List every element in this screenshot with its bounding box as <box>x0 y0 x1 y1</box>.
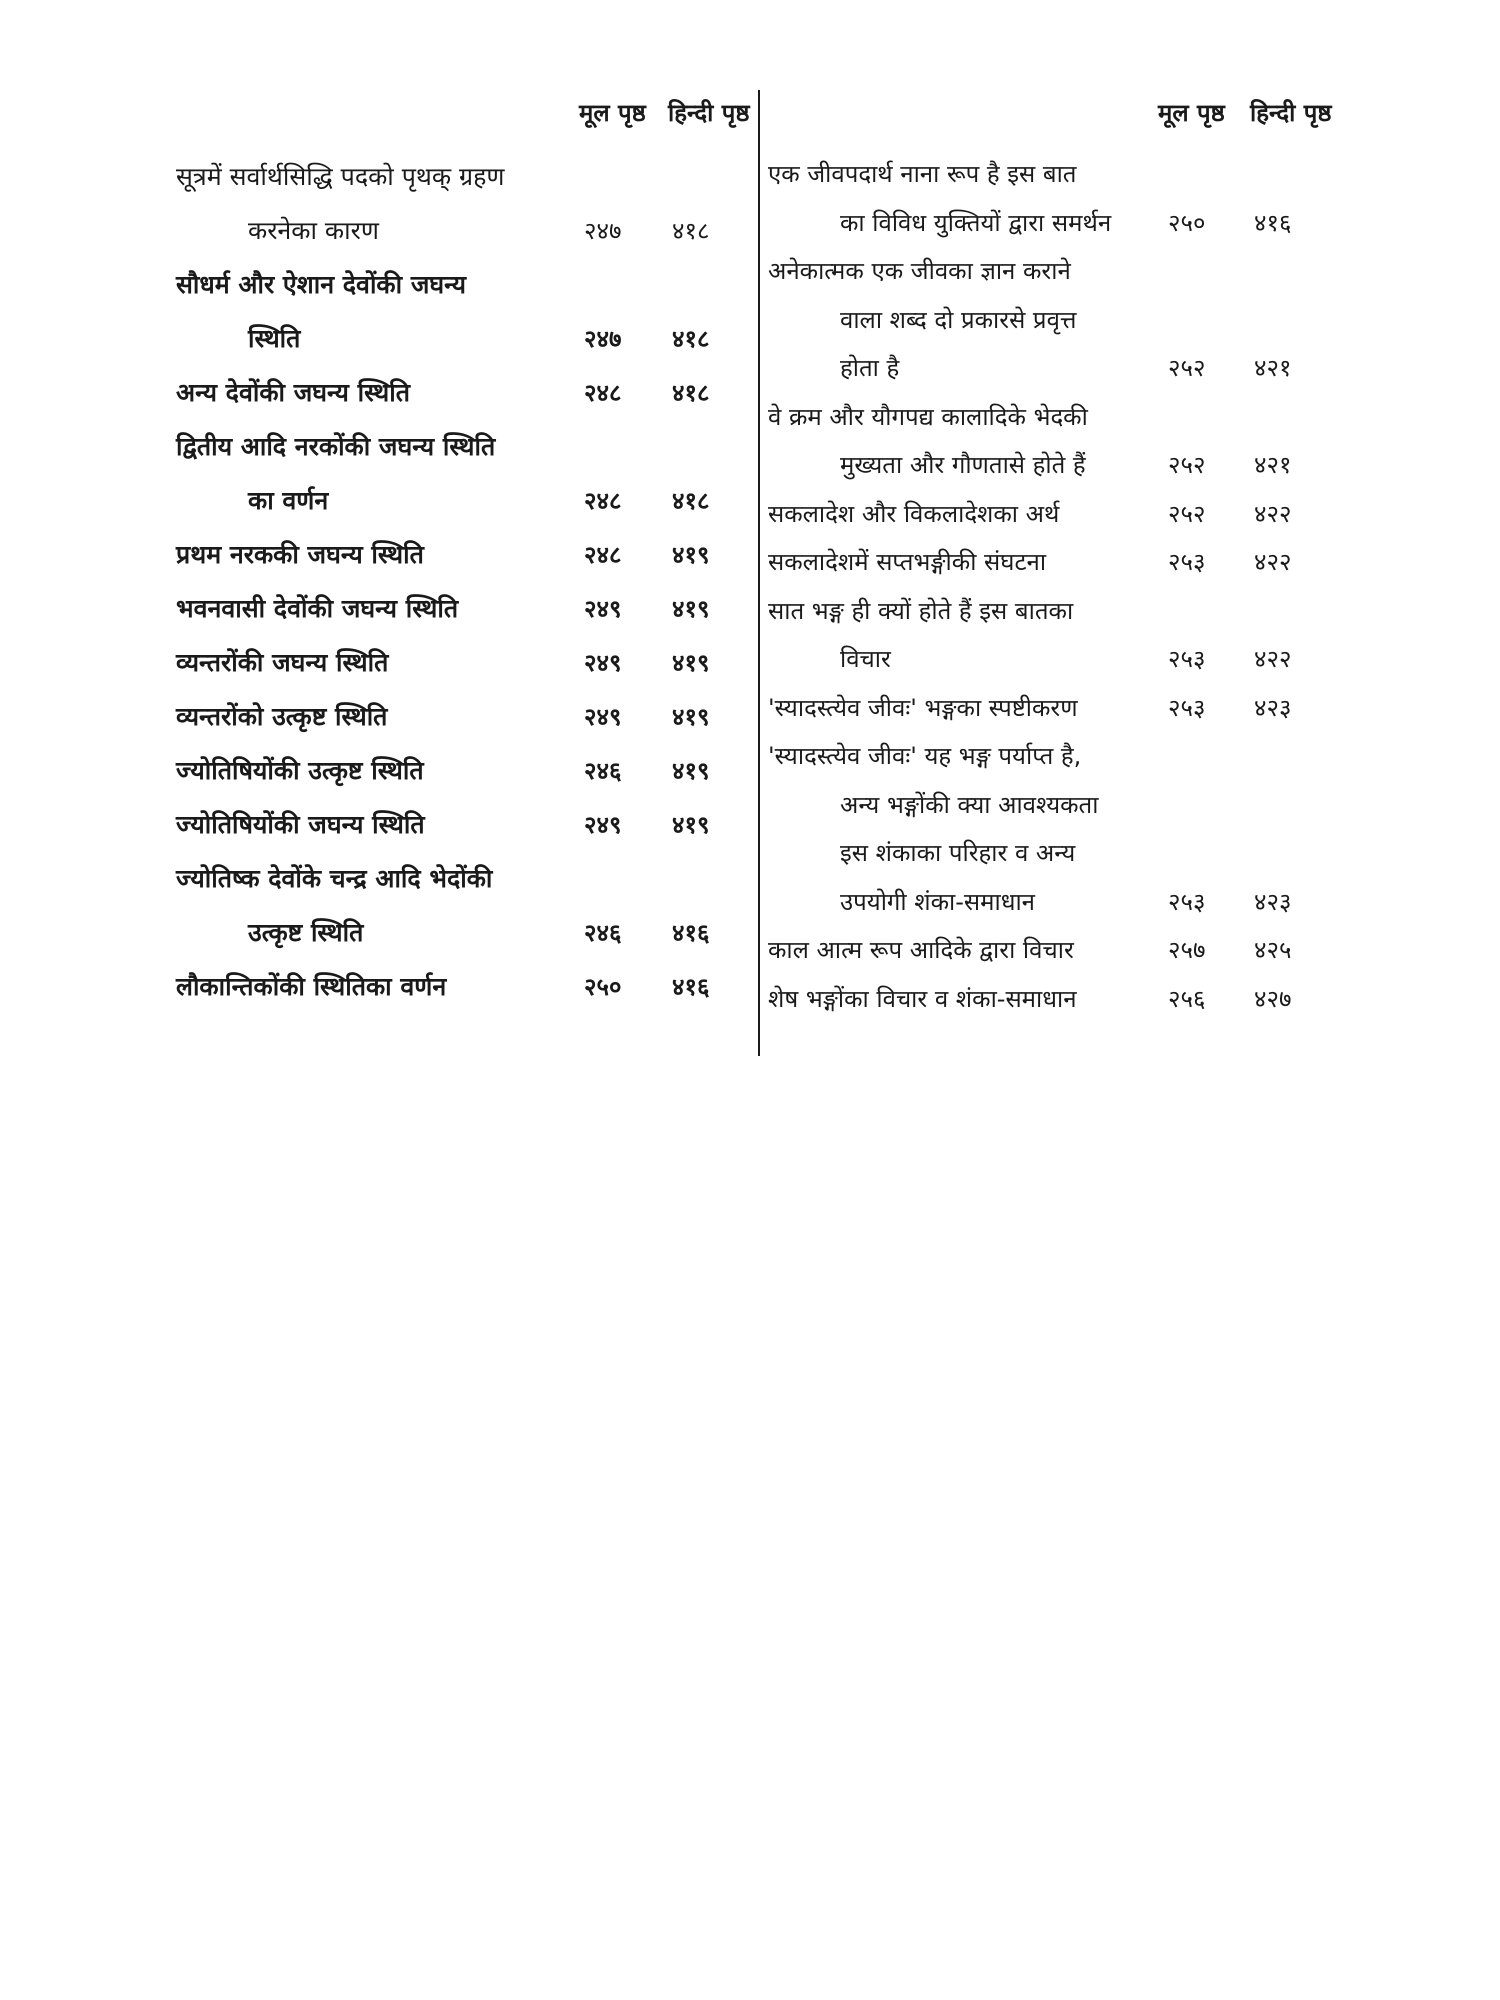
mool-page-number: २५३ <box>1168 693 1206 722</box>
entry-title-line: ज्योतिषियोंकी उत्कृष्ट स्थिति <box>176 756 424 785</box>
entry-title-line: उपयोगी शंका-समाधान <box>840 887 1035 916</box>
entry-title-line: होता है <box>840 354 900 382</box>
entry-title-line: लौकान्तिकोंकी स्थितिका वर्णन <box>176 972 447 1001</box>
entry-title-line: सूत्रमें सर्वार्थसिद्धि पदको पृथक् ग्रहण <box>176 162 505 191</box>
mool-page-number: २४७ <box>584 217 622 245</box>
entry-title-line: सकलादेश और विकलादेशका अर्थ <box>768 499 1060 528</box>
entry-title-line: का विविध युक्तियों द्वारा समर्थन <box>840 208 1112 237</box>
index-entry <box>176 960 756 1014</box>
hindi-page-number: ४२२ <box>1254 548 1292 576</box>
mool-page-number: २४७ <box>584 325 622 353</box>
index-entry <box>768 538 1348 587</box>
hindi-page-number: ४१८ <box>672 217 710 245</box>
mool-page-number: २४८ <box>584 541 622 569</box>
hindi-page-number: ४२१ <box>1254 451 1292 479</box>
header-mool-page: मूल पृष्ठ <box>579 99 646 127</box>
index-entry <box>768 490 1348 539</box>
hindi-page-number: ४२२ <box>1254 499 1292 528</box>
entry-title-line: अन्य देवोंकी जघन्य स्थिति <box>176 378 411 407</box>
mool-page-number: २५३ <box>1168 548 1206 576</box>
header-hindi-page: हिन्दी पृष्ठ <box>668 99 750 127</box>
hindi-page-number: ४२३ <box>1254 693 1292 722</box>
mool-page-number: २४९ <box>584 649 622 677</box>
index-entry <box>768 926 1348 975</box>
header-hindi-page: हिन्दी पृष्ठ <box>1250 99 1332 127</box>
hindi-page-number: ४१९ <box>672 595 710 623</box>
index-entry <box>768 975 1348 1024</box>
column-header <box>176 88 756 140</box>
entry-title-line: शेष भङ्गोंका विचार व शंका-समाधान <box>768 984 1077 1013</box>
entry-title-line: 'स्यादस्त्येव जीवः' भङ्गका स्पष्टीकरण <box>768 693 1078 722</box>
entry-title-line: प्रथम नरककी जघन्य स्थिति <box>176 540 424 569</box>
index-entry <box>176 744 756 798</box>
hindi-page-number: ४१९ <box>672 541 710 569</box>
entry-title-line: सौधर्म और ऐशान देवोंकी जघन्य <box>176 270 467 299</box>
entry-title-line: भवनवासी देवोंकी जघन्य स्थिति <box>176 594 459 623</box>
entry-title-line: काल आत्म रूप आदिके द्वारा विचार <box>768 936 1074 964</box>
index-entry <box>176 366 756 420</box>
hindi-page-number: ४१९ <box>672 811 710 839</box>
entry-title-line: उत्कृष्ट स्थिति <box>248 918 364 947</box>
entry-title-line: करनेका कारण <box>248 216 379 245</box>
index-entry <box>176 258 756 366</box>
mool-page-number: २४९ <box>584 595 622 623</box>
mool-page-number: २५० <box>1168 208 1206 237</box>
mool-page-number: २५२ <box>1168 451 1206 479</box>
hindi-page-number: ४१९ <box>672 703 710 731</box>
column-header <box>768 88 1348 140</box>
index-entry <box>768 732 1348 926</box>
mool-page-number: २४९ <box>584 703 622 731</box>
header-mool-page: मूल पृष्ठ <box>1158 99 1225 127</box>
entry-title-line: व्यन्तरोंकी जघन्य स्थिति <box>176 648 389 677</box>
index-entry <box>768 684 1348 733</box>
index-entries <box>176 150 756 1014</box>
hindi-page-number: ४२२ <box>1254 645 1292 673</box>
hindi-page-number: ४२१ <box>1254 354 1292 382</box>
entry-title-line: वे क्रम और यौगपद्य कालादिके भेदकी <box>768 402 1088 431</box>
entry-title-line: अनेकात्मक एक जीवका ज्ञान कराने <box>768 257 1071 285</box>
mool-page-number: २५३ <box>1168 645 1206 673</box>
entry-title-line: एक जीवपदार्थ नाना रूप है इस बात <box>768 160 1077 188</box>
entry-title-line: द्वितीय आदि नरकोंकी जघन्य स्थिति <box>176 432 496 461</box>
index-entry <box>768 587 1348 684</box>
entry-title-line: स्थिति <box>248 324 301 353</box>
mool-page-number: २४८ <box>584 487 622 515</box>
index-column-left <box>176 88 756 1014</box>
hindi-page-number: ४१८ <box>672 379 710 407</box>
mool-page-number: २५६ <box>1168 984 1206 1013</box>
hindi-page-number: ४२५ <box>1254 936 1292 964</box>
entry-title-line: वाला शब्द दो प्रकारसे प्रवृत्त <box>840 305 1077 334</box>
mool-page-number: २५० <box>584 973 622 1001</box>
entry-title-line: सकलादेशमें सप्तभङ्गीकी संघटना <box>768 548 1047 576</box>
index-column-right <box>768 88 1348 1023</box>
mool-page-number: २५३ <box>1168 887 1206 916</box>
mool-page-number: २४९ <box>584 811 622 839</box>
index-entry <box>176 636 756 690</box>
entry-title-line: का वर्णन <box>248 486 329 515</box>
hindi-page-number: ४१९ <box>672 649 710 677</box>
hindi-page-number: ४२३ <box>1254 887 1292 916</box>
mool-page-number: २४८ <box>584 379 622 407</box>
entry-title-line: व्यन्तरोंको उत्कृष्ट स्थिति <box>176 702 388 731</box>
index-entry <box>176 528 756 582</box>
index-entry <box>768 247 1348 393</box>
hindi-page-number: ४१८ <box>672 325 710 353</box>
hindi-page-number: ४१८ <box>672 487 710 515</box>
entry-title-line: ज्योतिष्क देवोंके चन्द्र आदि भेदोंकी <box>176 864 493 893</box>
entry-title-line: इस शंकाका परिहार व अन्य <box>840 839 1076 867</box>
index-entry <box>176 690 756 744</box>
index-entries <box>768 150 1348 1023</box>
index-entry <box>176 852 756 960</box>
hindi-page-number: ४१६ <box>672 973 710 1001</box>
mool-page-number: २५२ <box>1168 354 1206 382</box>
entry-title-line: विचार <box>840 645 891 673</box>
index-entry <box>176 798 756 852</box>
entry-title-line: अन्य भङ्गोंकी क्या आवश्यकता <box>840 790 1099 819</box>
hindi-page-number: ४१९ <box>672 757 710 785</box>
entry-title-line: मुख्यता और गौणतासे होते हैं <box>840 451 1086 479</box>
index-entry <box>176 420 756 528</box>
index-entry <box>768 393 1348 490</box>
mool-page-number: २५७ <box>1168 936 1206 964</box>
index-entry <box>176 582 756 636</box>
entry-title-line: सात भङ्ग ही क्यों होते हैं इस बातका <box>768 596 1074 625</box>
hindi-page-number: ४२७ <box>1254 984 1292 1013</box>
entry-title-line: ज्योतिषियोंकी जघन्य स्थिति <box>176 810 425 839</box>
index-entry <box>176 150 756 258</box>
hindi-page-number: ४१६ <box>672 919 710 947</box>
mool-page-number: २४६ <box>584 757 622 785</box>
index-entry <box>768 150 1348 247</box>
hindi-page-number: ४१६ <box>1254 208 1292 237</box>
column-divider <box>758 90 760 1056</box>
entry-title-line: 'स्यादस्त्येव जीवः' यह भङ्ग पर्याप्त है, <box>768 742 1082 770</box>
mool-page-number: २५२ <box>1168 499 1206 528</box>
mool-page-number: २४६ <box>584 919 622 947</box>
